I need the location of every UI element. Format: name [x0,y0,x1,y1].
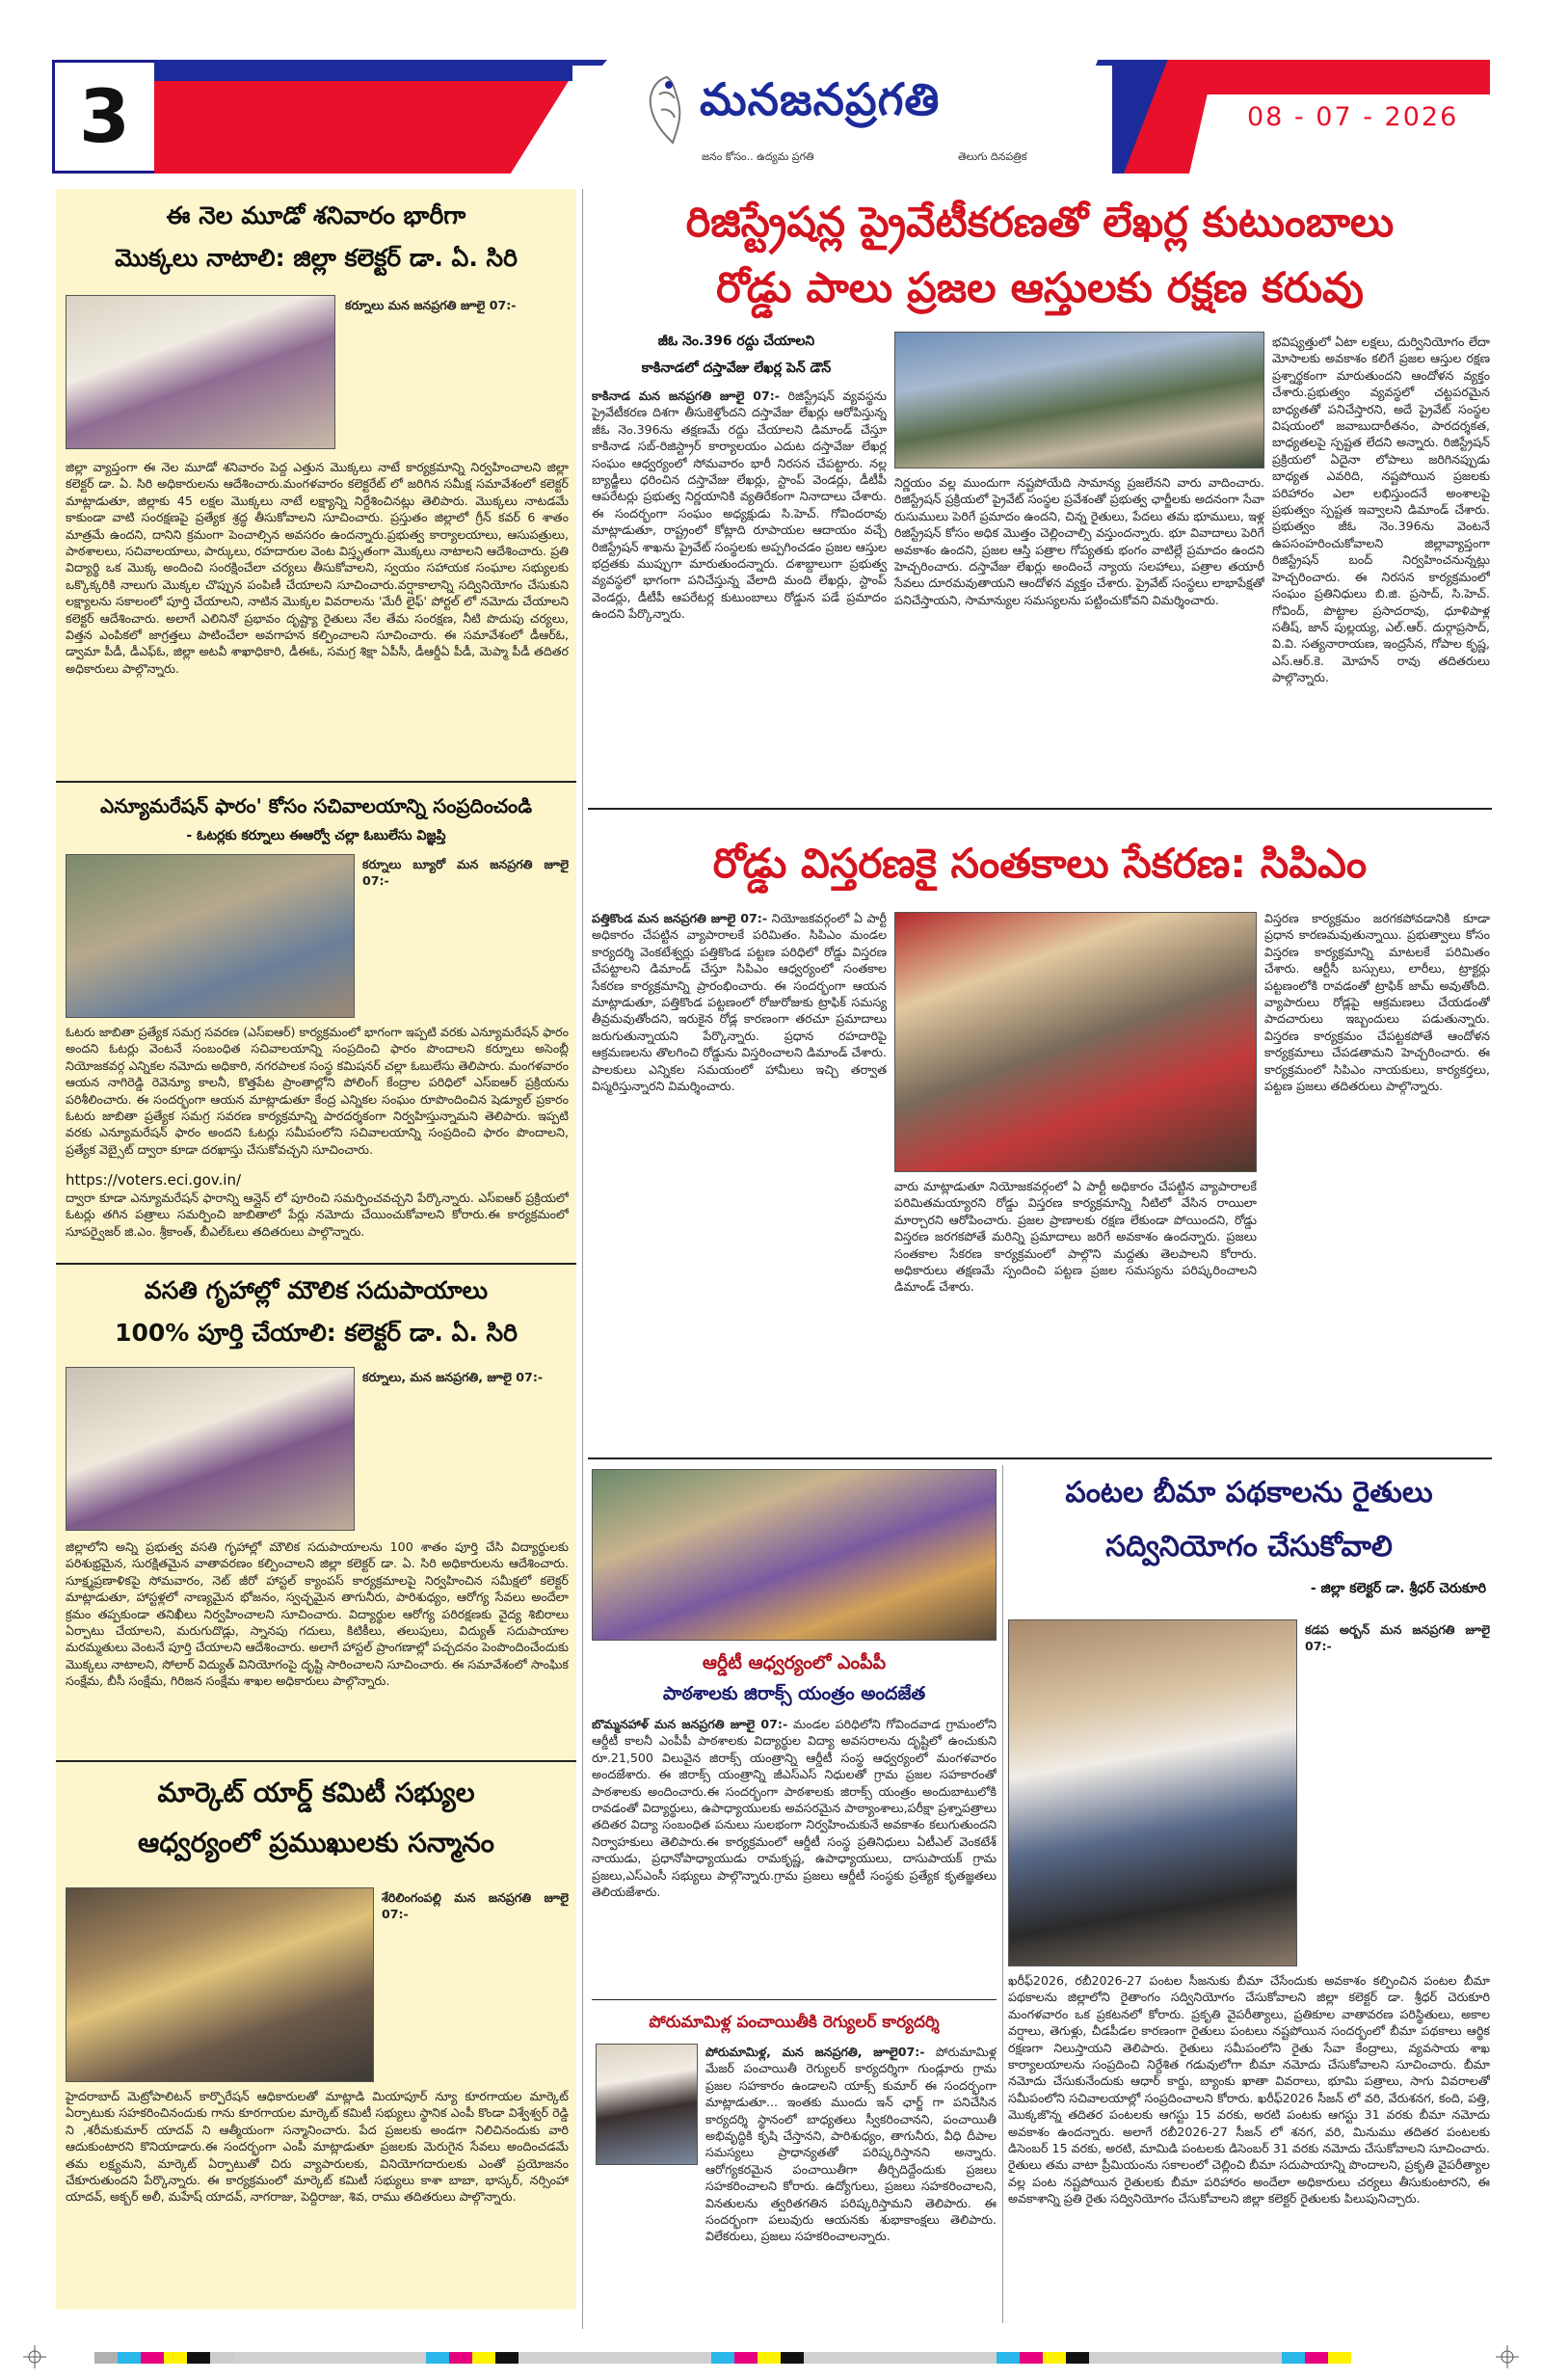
article-headline: ఎన్యూమరేషన్ ఫారం' కోసం సచివాలయాన్ని సంప్రదించండి [100,794,532,817]
crop-subhead: - జిల్లా కలెక్టర్ డా. శ్రీధర్ చెరుకూరి [1310,1581,1486,1596]
rdt-headline: ఆర్డీటీ ఆధ్వర్యంలో ఎంపీపీ [702,1652,887,1673]
article-subhead: - ఓటర్లకు కర్నూలు ఈఆర్వో చల్లా ఓబులేసు విజ్ఞప్తి [186,828,446,843]
rdt-body: బొమ్మనహాళ్ మన జనప్రగతి జూలై 07:- మండల పరిధిలోని గోవిందవాడ గ్రామంలోని ఆర్డీటీ కాలనీ ఎంపీపీ పాఠశాలకు విద్యార్థుల విద్యా అవసరాలను దృష్టిలో ఉంచుకుని రూ.21,500 విలువైన జిరాక్స్ యంత్రాన్ని ఆర్డీటీ సంస్థ ఆధ్వర్యంలో మంగళవారం అందజేశారు. ఈ జిరాక్స్ యంత్రాన్ని జీఎస్ఎస్ నిధులతో గ్రామ ప్రజల సహకారంతో పాఠశాలకు అందించారు.ఈ సందర్భంగా పాఠశాలకు జిరాక్స్ యంత్రం అందుబాటులోకి రావడంతో విద్యార్థులు, ఉపాధ్యాయులకు అవసరమైన పాఠ్యాంశాలు,పరీక్షా ప్రశ్నాపత్రాలు తదితర విద్యా సంబంధిత పనులు సులభంగా నిర్వహించుకునే అవకాశం కలుగుతుందని నిర్వాహకులు తెలిపారు.ఈ కార్యక్రమంలో ఆర్డీటీ సంస్థ ప్రతినిధులు ఏటీఎల్ వెంకటేశ్ నాయుడు, ప్రధానోపాధ్యాయుడు రామకృష్ణ, ఉపాధ్యాయులు, దాసుపాయక్ గ్రామ ప్రజలు,ఎస్ఎంసీ సభ్యులు పాల్గొన్నారు.గ్రామ ప్రజలు ఆర్డీటీ సంస్థకు ప్రత్యేక కృతజ్ఞతలు తెలియజేశారు. [592,1717,997,1900]
secretary-photo [596,2044,698,2165]
article-body: ఓటరు జాబితా ప్రత్యేక సమగ్ర సవరణ (ఎస్ఐఆర్) కార్యక్రమంలో భాగంగా ఇప్పటి వరకు ఎన్యూమరేషన్ ఫారం అందని ఓటర్లు వెంటనే సంబంధిత సచివాలయాన్ని సంప్రదించి ఫారం పొందాలని కర్నూలు అసెంబ్లీ నియోజకవర్గ ఎన్నికల నమోదు అధికారి, నగరపాలక సంస్థ కమిషనర్ చల్లా ఓబులేసు తెలిపారు. మంగళవారం ఆయన నాగిరెడ్డి రెవెన్యూ కాలనీ, కొత్తపేట ప్రాంతాల్లోని పోలింగ్ కేంద్రాల పరిధిలో ఎస్ఐఆర్ ప్రక్రియను పరిశీలించారు. ఈ సందర్భంగా ఆయన మాట్లాడుతూ కేంద్ర ఎన్నికల సంఘం రూపొందించిన షెడ్యూల్ ప్రకారం ఓటరు జాబితా ప్రత్యేక సమగ్ర సవరణ కార్యక్రమాన్ని పారదర్శకంగా నిర్వహిస్తున్నామని తెలిపారు. ఇప్పటి వరకు ఎన్యూమరేషన్ ఫారం అందని ఓటర్లు సమీపంలోని సచివాలయాన్ని సంప్రదించి ఫారం పొందాలని, ప్రత్యేక వెబ్సైట్ ద్వారా కూడా దరఖాస్తు చేసుకోవచ్చని సూచించారు. [66,1025,569,1157]
collector-photo [66,295,335,449]
article-body: జిల్లాలోని అన్ని ప్రభుత్వ వసతి గృహాల్లో మౌలిక సదుపాయాలను 100 శాతం పూర్తి చేసి విద్యార్థులకు పరిశుభ్రమైన, సురక్షితమైన వాతావరణం కల్పించాలని జిల్లా కలెక్టర్ డా. ఏ. సిరి అధికారులను ఆదేశించారు. సూక్ష్మప్రణాళికపై సోమవారం, నెట్ జీరో హాస్టల్ క్యాంపస్ కార్యక్రమాలపై నిర్వహించిన సమీక్షలో కలెక్టర్ మాట్లాడుతూ, హాస్టళ్లలో నాణ్యమైన భోజనం, స్వచ్ఛమైన తాగునీరు, పారిశుధ్యం, ఆరోగ్య సేవలు అందేలా క్రమం తప్పకుండా తనిఖీలు నిర్వహించాలని సూచించారు. విద్యార్థుల ఆరోగ్య పరిరక్షణకు వైద్య శిబిరాలు ఏర్పాటు చేయాలని, మరుగుదొడ్లు, స్నానపు గదులు, కిటికీలు, తలుపులు, విద్యుత్ సదుపాయాల మరమ్మతులు వెంటనే పూర్తి చేయాలని ఆదేశించారు. అలాగే హాస్టల్ ప్రాంగణాల్లో పచ్చదనం పెంపొందించేందుకు మొక్కలు నాటాలని, సోలార్ విద్యుత్ వినియోగంపై దృష్టి సారించాలని సూచించారు. ఈ సమావేశంలో సాంఘిక సంక్షేమ, బీసీ సంక్షేమ, గిరిజన సంక్షేమ శాఖల అధికారులు పాల్గొన్నారు. [66,1539,569,1689]
dateline: కర్నూలు మన జనప్రగతి జూలై 07:- [345,298,517,312]
main-body-col3: భవిష్యత్తులో ఏటా లక్షలు, దుర్వినియోగం లేదా మోసాలకు అవకాశం కలిగే ప్రజల ఆస్తుల రక్షణ ప్రశ్నార్థకంగా మారుతుందని ఆందోళన వ్యక్తం చేశారు.ప్రభుత్వం వ్యవస్థలో చట్టపరమైన బాధ్యతతో పనిచేస్తారని, అదే ప్రైవేట్ సంస్థల విషయంలో జవాబుదారీతనం, పారదర్శకత, బాధ్యతలపై స్పష్టత లేదని అన్నారు. రిజిస్ట్రేషన్ ప్రక్రియలో ఏదైనా లోపాలు జరిగినప్పుడు బాధ్యత ఎవరిది, నష్టపోయిన ప్రజలకు పరిహారం ఎలా లభిస్తుందనే అంశాలపై ప్రభుత్వం స్పష్టత ఇవ్వాలని డిమాండ్ చేశారు. ప్రభుత్వం జీఓ నెం.396ను వెంటనే ఉపసంహరించుకోవాలని జిల్లావ్యాప్తంగా రిజిస్ట్రేషన్ బంద్ నిర్వహించనున్నట్లు హెచ్చరించారు. ఈ నిరసన కార్యక్రమంలో సంఘం ప్రతినిధులు బి.జి. ప్రసాద్, సి.హెచ్. గోవింద్, పొట్టాల ప్రసాదరావు, ధూళిపాళ్ల సతీష్, జాన్ పుల్లయ్య, ఎల్.ఆర్. దుర్గాప్రసాద్, వి.వి. సత్యనారాయణ, ఇంద్రసేన, గోపాల కృష్ణ, ఎస్.ఆర్.కె. మోహన్ రావు తదితరులు పాల్గొన్నారు. [1272,334,1490,685]
dateline: కర్నూలు బ్యూరో మన జనప్రగతి జూలై 07:- [362,857,569,889]
main-body-col2: నిర్ణయం వల్ల ముందుగా నష్టపోయేది సామాన్య ప్రజలేనని వారు వాదించారు. రిజిస్ట్రేషన్ ప్రక్రియలో ప్రైవేట్ సంస్థల ప్రవేశంతో ప్రభుత్వ ఛార్జీలకు అదనంగా సేవా రుసుములు పెరిగే ప్రమాదం ఉందని, చిన్న రైతులు, పేదలు తమ భూములు, ఇళ్ల రిజిస్ట్రేషన్ కోసం అధిక మొత్తం చెల్లించాల్సి వస్తుందన్నారు. భూ వివాదాలు పెరిగే అవకాశం ఉందని, ప్రజల ఆస్తి పత్రాల గోప్యతకు భంగం వాటిల్లే ప్రమాదం ఉందని హెచ్చరించారు. దస్తావేజు లేఖర్లు అందించే న్యాయ సలహాలు, పత్రాల తయారీ సేవలు దూరమవుతాయని ఆందోళన వ్యక్తం చేశారు. ప్రైవేట్ సంస్థలు లాభాపేక్షతో పనిచేస్తాయని, సామాన్యుల సమస్యలను పట్టించుకోవని విమర్శించారు. [894,475,1264,607]
crop-body: ఖరీఫ్2026, రబీ2026-27 పంటల సీజనుకు బీమా చేసేందుకు అవకాశం కల్పించిన పంటల బీమా పథకాలను జిల్లాలోని రైతాంగం సద్వినియోగం చేసుకోవాలని జిల్లా కలెక్టర్ డా. శ్రీధర్ చెరుకూరి మంగళవారం ఒక ప్రకటనలో కోరారు. ప్రకృతి వైపరీత్యాలు, ప్రతికూల వాతావరణ పరిస్థితులు, అకాల వర్షాలు, తెగుళ్లు, చీడపీడల కారణంగా రైతులు పంటలు నష్టపోయిన సందర్భంలో బీమా పథకాలు ఆర్థిక రక్షణగా నిలుస్తాయని తెలిపారు. రైతులు సమీపంలోని రైతు సేవా కేంద్రాలు, వ్యవసాయ శాఖ కార్యాలయాలను సంప్రదించి నిర్దేశిత గడువులోగా బీమా నమోదు చేసుకోవాలని సూచించారు. బీమా నమోదు చేసుకునేందుకు ఆధార్ కార్డు, బ్యాంకు ఖాతా వివరాలు, భూమి పత్రాలు, సాగు వివరాలతో సమీపంలోని సచివాలయాల్లో సంప్రదించాలని కోరారు. ఖరీఫ్2026 సీజన్ లో వరి, వేరుశనగ, కంది, పత్తి, మొక్కజొన్న తదితర పంటలకు ఆగస్టు 15 వరకు, అరటి పంటకు ఆగస్టు 31 వరకు బీమా నమోదు అవకాశం ఉందన్నారు. అలాగే రబీ2026-27 సీజన్ లో శనగ, వరి, మినుము తదితర పంటలకు డిసెంబర్ 15 వరకు, అరటి, మామిడి పంటలకు డిసెంబర్ 31 వరకు నమోదు చేసుకోవాలని సూచించారు. రైతులు తమ వాటా ప్రీమియంను సకాలంలో చెల్లించి బీమా సదుపాయాన్ని పొందాలని, ప్రకృతి వైపరీత్యాల వల్ల పంట నష్టపోయిన రైతులకు బీమా పరిహారం అందేలా అధికారులు చర్యలు తీసుకుంటారని, ఈ అవకాశాన్ని ప్రతి రైతు సద్వినియోగం చేసుకోవాలని జిల్లా కలెక్టర్ రైతులకు పిలుపునిచ్చారు. [1008,1973,1490,2206]
article-headline: ఈ నెల మూడో శనివారం భారీగా [166,201,466,229]
crop-headline: సద్వినియోగం చేసుకోవాలి [1105,1530,1393,1564]
edition-date: 08 - 07 - 2026 [1247,102,1459,132]
cpm-signature-photo [894,912,1257,1172]
section-divider [588,1457,1492,1459]
page-number-box [52,60,154,174]
protest-photo [894,332,1264,468]
article-body-intro [362,1369,569,1533]
article-headline: 100% పూర్తి చేయాలి: కలెక్టర్ డా. ఏ. సిరి [115,1319,518,1347]
registration-mark-icon [1496,2345,1519,2368]
masthead [52,60,1490,174]
left-column [56,189,576,2310]
porumamilla-headline: పోరుమామిళ్ల పంచాయితీకి రెగ్యులర్ కార్యదర్శి [649,2013,940,2032]
xerox-donation-photo [592,1469,997,1641]
newspaper-logo-icon [640,71,694,148]
section-divider [588,808,1492,810]
enumeration-photo [66,854,355,1018]
registration-mark-icon [23,2345,46,2368]
article-body: హైదరాబాద్ మెట్రోపాలిటన్ కార్పొరేషన్ ఆధికారులతో మాట్లాడి మియాపూర్ న్యూ కూరగాయల మార్కెట్ ఏర్పాటుకు సహకరించినందుకు గాను కూరగాయల మార్కెట్ కమిటీ సభ్యులు స్థానిక ఎంపీ కొండా విశ్వేశ్వర్ రెడ్డి ని ,శరీమకుమార్ యాదవ్ ని ఆత్మీయంగా సన్మానించారు. పేద ప్రజలకు అండగా నిలిచినందుకు వారి ఆదుకుంటారని కొనియాడారు.ఈ సందర్భంగా ఎంపీ మాట్లాడుతూ ప్రజలకు మెరుగైన సేవలు అందించడమే తమ లక్ష్యమని, మార్కెట్ ఏర్పాటుతో చిరు వ్యాపారులకు, వినియోగదారులకు ఎంతో ప్రయోజనం చేకూరుతుందని పేర్కొన్నారు. ఈ కార్యక్రమంలో మార్కెట్ కమిటీ సభ్యులు కాశా బాబా, భాస్కర్, నర్సింహా యాదవ్, అక్బర్ అలీ, మహేష్ యాదవ్, నాగరాజు, పెద్దిరాజు, శివ, రాము తదితరులు పాల్గొన్నారు. [66,2089,569,2205]
newspaper-title: మనజనప్రగతి [700,73,941,125]
dateline: కర్నూలు, మన జనప్రగతి, జూలై 07:- [362,1370,544,1384]
cpm-body-col1: పత్తికొండ మన జనప్రగతి జూలై 07:- నియోజకవర్గంలో ఏ పార్టీ అధికారం చేపట్టిన వ్యాపారాలకే పరిమితం. సిపిఎం మండల కార్యదర్శి వెంకటేశ్వర్లు పత్తికొండ పట్టణ పరిధిలో రోడ్డు విస్తరణ చేపట్టాలని డిమాండ్ చేస్తూ సిపిఎం ఆధ్వర్యంలో సంతకాల సేకరణ కార్యక్రమాన్ని ప్రారంభించారు. ఈ సందర్భంగా ఆయన మాట్లాడుతూ, పత్తికొండ పట్టణంలో రోజురోజుకు ట్రాఫిక్ సమస్య తీవ్రమవుతోందని, ఇరుకైన రోడ్ల కారణంగా తరచూ ప్రమాదాలు జరుగుతున్నాయని పేర్కొన్నారు. ప్రధాన రహదారిపై ఆక్రమణలను తొలగించి రోడ్డును విస్తరించాలని డిమాండ్ చేశారు. పాలకులు ఎన్నికల సమయంలో హామీలు ఇచ్చి తర్వాత విస్మరిస్తున్నారని విమర్శించారు. [592,911,887,1094]
dateline: కడప అర్బన్ మన జనప్రగతి జూలై 07:- [1305,1622,1490,1654]
dateline: శేరిలింగంపల్లి మన జనప్రగతి జూలై 07:- [382,1890,569,1922]
article-body: జిల్లా వ్యాప్తంగా ఈ నెల మూడో శనివారం పెద్ద ఎత్తున మొక్కలు నాటే కార్యక్రమాన్ని నిర్వహించాలని జిల్లా కలెక్టర్ డా. ఏ. సిరి అధికారులను ఆదేశించారు.మంగళవారం కలెక్టరేట్ లో జరిగిన సమీక్ష సమావేశంలో కలెక్టర్ మాట్లాడుతూ, జిల్లాకు 45 లక్షల మొక్కలు నాటే లక్ష్యాన్ని నిర్దేశించినట్లు తెలిపారు. మొక్కలు నాటడమే కాకుండా వాటి సంరక్షణపై ప్రత్యేక శ్రద్ధ తీసుకోవాలని సూచించారు. ప్రస్తుతం జిల్లాలో గ్రీన్ కవర్ 6 శాతం మాత్రమే ఉందని, దానిని క్రమంగా పెంచాల్సిన అవసరం ఉందన్నారు.ప్రభుత్వ కార్యాలయాలు, ఆసుపత్రులు, పాఠశాలలు, సచివాలయాలు, పార్కులు, రహదారుల వెంట విస్తృతంగా మొక్కలు నాటాలని ఆదేశించారు. ప్రతి విద్యార్థి ఒక మొక్క అందించి సంరక్షించేలా చర్యలు తీసుకోవాలని, స్వయం సహాయక సంఘాల సభ్యులకు ఒక్కొక్కరికి నాలుగు మొక్కల చొప్పున పంపిణీ చేయాలని సూచించారు.వర్షాకాలాన్ని సద్వినియోగం చేసుకుని లక్ష్యాలను సకాలంలో పూర్తి చేయాలని, నాటిన మొక్కల వివరాలను 'మేరీ లైఫ్' పోర్టల్ లో నమోదు చేయాలని కలెక్టర్ ఆదేశించారు. అలాగే ఎలినినో ప్రభావం దృష్ట్యా రైతులు నేల తేమ సంరక్షణ, నీటి పొదుపు చర్యలు, విత్తన ఎంపికలో జాగ్రత్తలు పాటించేలా అవగాహన కల్పించాలని సూచించారు. ఈ సమావేశంలో డీఆర్ఓ, డ్వామా పీడీ, డీఎఫ్ఓ, జిల్లా అటవీ శాఖాధికారి, డీఈఓ, సమగ్ర శిక్షా ఏపీసీ, డీఆర్డీఏ పీడీ, మెప్మా పీడీ తదితర అధికారులు పాల్గొన్నారు. [66,460,569,676]
newspaper-tagline-right: తెలుగు దినపత్రిక [958,150,1027,163]
masthead-blue-band-left [154,60,607,81]
felicitation-photo [66,1887,374,2082]
cpm-body-col2: వారు మాట్లాడుతూ నియోజకవర్గంలో ఏ పార్టీ అధికారం చేపట్టిన వ్యాపారాలకే పరిమితమయ్యారని రోడ్డు విస్తరణ కార్యక్రమాన్ని నీటిలో వేసిన రాయిలా మార్చారని ఆరోపించారు. ప్రజల ప్రాణాలకు రక్షణ లేకుండా పోయిందని, రోడ్డు విస్తరణ జరగకపోతే మరిన్ని ప్రమాదాలు జరిగే అవకాశం ఉందన్నారు. ప్రజలు సంతకాల సేకరణ కార్యక్రమంలో పాల్గొని మద్దతు తెలపాలని కోరారు. అధికారులు తక్షణమే స్పందించి పట్టణ ప్రజల సమస్యను పరిష్కరించాలని డిమాండ్ చేశారు. [894,1179,1257,1295]
collector-meeting-photo [66,1367,355,1531]
article-body-url-line [66,1170,569,1190]
column-divider [56,781,576,783]
district-collector-photo [1008,1619,1297,1966]
article-headline: ఆధ్వర్యంలో ప్రముఖులకు సన్మానం [138,1827,494,1859]
cpm-body-col3: విస్తరణ కార్యక్రమం జరగకపోవడానికి కూడా ప్రధాన కారణమవుతున్నాయి. ప్రభుత్వాలు కోసం విస్తరణ కార్యక్రమాన్ని మాటలకే పరిమితం చేశారు. ఆర్టీసీ బస్సులు, లారీలు, ట్రాక్టర్లు పట్టణంలోకి రావడంతో ట్రాఫిక్ జామ్ అవుతోంది. వ్యాపారులు రోడ్లపై ఆక్రమణలు చేయడంతో పాదచారులు ఇబ్బందులు పడుతున్నారు. విస్తరణ కార్యక్రమం చేపట్టకపోతే ఆందోళన కార్యక్రమాలు చేపడతామని హెచ్చరించారు. ఈ కార్యక్రమంలో సిపిఎం నాయకులు, కార్యకర్తలు, పట్టణ ప్రజలు తదితరులు పాల్గొన్నారు. [1264,911,1490,1094]
page-number: 3 [79,73,130,159]
dateline: పత్తికొండ మన జనప్రగతి జూలై 07:- [592,911,768,925]
column-divider [56,1263,576,1265]
masthead-logo-area [572,66,1112,174]
dateline: కాకినాడ మన జనప్రగతి జూలై 07:- [592,388,781,403]
voter-portal-link[interactable]: https://voters.eci.gov.in/ [66,1171,241,1189]
newspaper-tagline: జనం కోసం.. ఉద్యమ ప్రగతి [702,150,814,163]
main-headline: రిజిస్ట్రేషన్ల ప్రైవేటీకరణతో లేఖర్ల కుటుంబాలు [685,199,1395,247]
article-body-intro [345,297,569,451]
cpm-headline: రోడ్డు విస్తరణకై సంతకాలు సేకరణ: సిపిఎం [712,840,1368,887]
column-separator [582,189,583,2329]
porumamilla-body: పోరుమామిళ్ల, మన జనప్రగతి, జూలై07:- పోరుమామిళ్ల మేజర్ పంచాయితీ రెగ్యులర్ కార్యదర్శిగా గుండ్లూరు గ్రామ ప్రజల సహకారం ఉండాలని యాక్స్ కుమార్ ఈ సందర్భంగా మాట్లాడుతూ... ఇంతకు ముందు ఇన్ ఛార్జ్ గా పనిచేసిన కార్యదర్శి స్థానంలో బాధ్యతలు స్వీకరించానని, పంచాయితీ అభివృద్ధికి కృషి చేస్తానని, పారిశుధ్యం, తాగునీరు, వీధి దీపాల సమస్యలు ప్రాధాన్యతతో పరిష్కరిస్తానని అన్నారు. ఆరోగ్యకరమైన పంచాయితీగా తీర్చిదిద్దేందుకు ప్రజలు సహకరించాలని కోరారు. ఉద్యోగులు, ప్రజలు సహకరించాలని, వినతులను త్వరితగతిన పరిష్కరిస్తామని తెలిపారు. ఈ సందర్భంగా పలువురు ఆయనకు శుభాకాంక్షలు తెలిపారు. విలేకరులు, ప్రజలు సహకరించాలన్నారు. [705,2045,997,2244]
dateline: పోరుమామిళ్ల, మన జనప్రగతి, జూలై07:- [705,2045,925,2059]
main-headline: రోడ్డు పాలు ప్రజల ఆస్తులకు రక్షణ కరువు [716,264,1364,312]
main-body-col1: కాకినాడ మన జనప్రగతి జూలై 07:- రిజిస్ట్రేషన్ వ్యవస్థను ప్రైవేటీకరణ దిశగా తీసుకెళ్తోందని దస్తావేజు లేఖర్లు ఆరోపిస్తున్న జీఓ నెం.396ను తక్షణమే రద్దు చేయాలని డిమాండ్ చేస్తూ కాకినాడ సబ్-రిజిస్ట్రార్ కార్యాలయం ఎదుట దస్తావేజు లేఖర్ల సంఘం ఆధ్వర్యంలో సోమవారం భారీ నిరసన చేపట్టారు. నల్ల బ్యాడ్జీలు ధరించిన దస్తావేజు లేఖర్లు, స్టాంప్ వెండర్లు, డీటీపీ ఆపరేటర్లు ప్రభుత్వ నిర్ణయానికి వ్యతిరేకంగా నినాదాలు చేశారు. ఈ సందర్భంగా సంఘం అధ్యక్షుడు సి.హెచ్. గోవిందరావు మాట్లాడుతూ, రాష్ట్రంలో కోట్లాది రూపాయల ఆదాయం వచ్చే రిజిస్ట్రేషన్ శాఖను ప్రైవేట్ సంస్థలకు అప్పగించడం ప్రజల ఆస్తుల భద్రతకు ముప్పుగా మారుతుందన్నారు. దశాబ్దాలుగా ప్రభుత్వ వ్యవస్థలో భాగంగా పనిచేస్తున్న వేలాది మంది లేఖర్లు, స్టాంప్ వెండర్లు, డీటీపీ ఆపరేటర్ల కుటుంబాలు రోడ్డున పడే ప్రమాదం ఉందని పేర్కొన్నారు. [592,388,887,622]
masthead-red-band-left [154,81,569,174]
article-plantation [56,197,576,278]
crop-body-intro [1305,1621,1490,1966]
dateline: బొమ్మనహాళ్ మన జనప్రగతి జూలై 07:- [592,1717,788,1731]
article-headline: మార్కెట్ యార్డ్ కమిటీ సభ్యుల [157,1777,475,1808]
crop-headline: పంటల బీమా పథకాలను రైతులు [1065,1476,1433,1510]
article-body-intro [382,1889,569,2082]
column-divider [56,1760,576,1762]
rdt-headline: పాఠశాలకు జిరాక్స్ యంత్రం అందజేత [662,1683,926,1704]
article-headline: వసతి గృహాల్లో మౌలిక సదుపాయాలు [144,1276,489,1304]
main-subhead: కాకినాడలో దస్తావేజు లేఖర్ల పెన్ డౌన్ [641,361,832,376]
column-separator [1002,1465,1003,2323]
article-body: ద్వారా కూడా ఎన్యూమరేషన్ ఫారాన్ని ఆన్లైన్ లో పూరించి సమర్పించవచ్చని పేర్కొన్నారు. ఎస్ఐఆర్ ప్రక్రియలో ఓటర్లు తగిన పత్రాలు సమర్పించి జాబితాలో పేర్లు నమోదు చేయించుకోవాలని కోరారు.ఈ కార్యక్రమంలో సూపర్వైజర్ జి.ఎం. శ్రీకాంత్, బీఎల్ఓలు తదితరులు పాల్గొన్నారు. [66,1190,569,1239]
main-subhead: జీఓ నెం.396 రద్దు చేయాలని [657,334,815,349]
section-divider [592,1999,997,2000]
article-body-intro [362,856,569,1020]
printer-color-strip [56,2352,1492,2364]
article-headline: మొక్కలు నాటాలి: జిల్లా కలెక్టర్ డా. ఏ. సిరి [115,244,518,272]
